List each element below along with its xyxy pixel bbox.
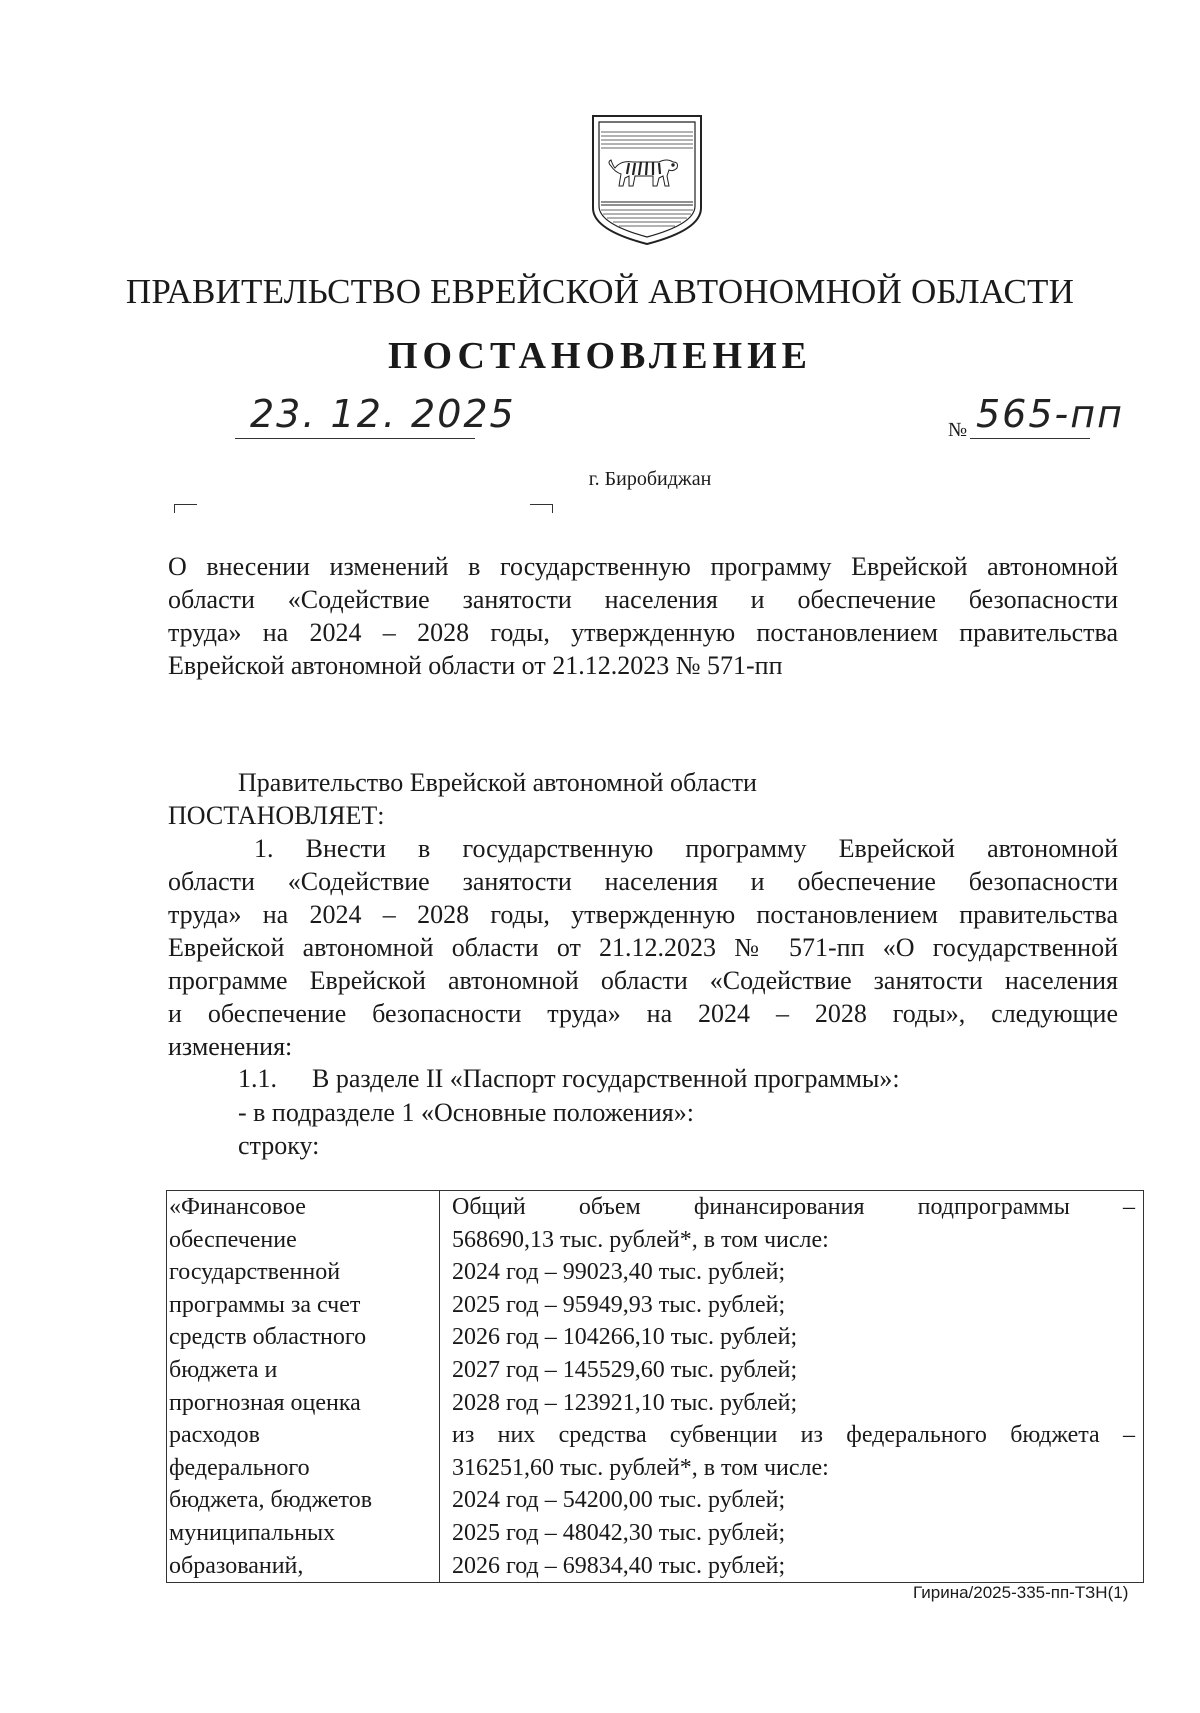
value-line: 568690,13 тыс. рублей*, в том числе: (452, 1226, 829, 1253)
value-line: Общий объем финансирования подпрограммы – (452, 1194, 1135, 1220)
label-line: средств областного (169, 1324, 367, 1351)
subsection-1-text: - в подразделе 1 «Основные положения»: (238, 1098, 694, 1127)
value-line: 2024 год – 99023,40 тыс. рублей; (452, 1259, 786, 1286)
item-1-paragraph (168, 832, 1118, 1063)
label-line: «Финансовое (169, 1194, 306, 1220)
value-line: 2028 год – 123921,10 тыс. рублей; (452, 1389, 798, 1416)
value-line: 2024 год – 54200,00 тыс. рублей; (452, 1487, 786, 1514)
subject-line: труда» на 2024 – 2028 годы, утвержденную постановлением правительства (168, 618, 1118, 647)
value-line: 2025 год – 48042,30 тыс. рублей; (452, 1519, 786, 1546)
item-1-line: труда» на 2024 – 2028 годы, утвержденную постановлением правительства (168, 900, 1118, 929)
subject-line: Еврейской автономной области от 21.12.2023 № 571-пп (168, 651, 783, 680)
item-1-line: области «Содействие занятости населения и обеспечение безопасности (168, 867, 1118, 896)
label-line: федерального (169, 1454, 310, 1481)
label-line: программы за счет (169, 1291, 361, 1318)
document-subject (168, 550, 1118, 682)
item-1-line: Еврейской автономной области от 21.12.2023 № 571-пп «О государственной (168, 933, 1118, 962)
label-line: муниципальных (169, 1519, 336, 1546)
coat-of-arms-emblem (589, 112, 705, 248)
label-line: бюджета, бюджетов (169, 1487, 373, 1514)
value-line: 2026 год – 104266,10 тыс. рублей; (452, 1324, 798, 1351)
decree-word: ПОСТАНОВЛЯЕТ: (168, 801, 385, 830)
city-name: г. Биробиджан (588, 468, 712, 490)
left-corner-mark (174, 504, 197, 513)
label-line: обеспечение (169, 1226, 297, 1253)
stroke-word: строку: (238, 1131, 320, 1160)
table-cell-label (167, 1191, 440, 1583)
item-1-line: и обеспечение безопасности труда» на 2024 – 2028 годы», следующие (168, 999, 1118, 1028)
value-line: 2027 год – 145529,60 тыс. рублей; (452, 1356, 798, 1383)
label-line: образований, (169, 1552, 304, 1579)
item-1-1-number: 1.1. (238, 1064, 277, 1093)
item-1-1-text: В разделе II «Паспорт государственной программы»: (312, 1064, 900, 1093)
document-type: ПОСТАНОВЛЕНИЕ (387, 335, 813, 377)
table-row (167, 1191, 1144, 1583)
subject-line: области «Содействие занятости населения и обеспечение безопасности (168, 585, 1118, 614)
handwritten-number: 565-пп (976, 392, 1124, 436)
label-line: бюджета и (169, 1356, 278, 1383)
label-line: расходов (169, 1422, 260, 1449)
value-line: из них средства субвенции из федерального бюджета – (452, 1422, 1135, 1449)
footer-reference: Гирина/2025-335-пп-ТЗН(1) (913, 1583, 1129, 1602)
right-corner-mark (530, 504, 553, 513)
value-line: 2026 год – 69834,40 тыс. рублей; (452, 1552, 786, 1579)
item-1-line: программе Еврейской автономной области «Содействие занятости населения (168, 966, 1118, 995)
handwritten-date: 23. 12. 2025 (250, 392, 516, 436)
table-cell-value (440, 1191, 1144, 1583)
label-line: государственной (169, 1259, 341, 1286)
value-line: 316251,60 тыс. рублей*, в том числе: (452, 1454, 829, 1481)
financing-table (166, 1190, 1144, 1583)
item-1-line: 1. Внести в государственную программу Еврейской автономной (254, 834, 1118, 863)
number-sign: № (948, 419, 968, 441)
label-line: прогнозная оценка (169, 1389, 361, 1416)
subject-line: О внесении изменений в государственную программу Еврейской автономной (168, 552, 1118, 581)
item-1-1 (238, 1062, 900, 1095)
government-title: ПРАВИТЕЛЬСТВО ЕВРЕЙСКОЙ АВТОНОМНОЙ ОБЛАСТИ (125, 272, 1075, 311)
value-line: 2025 год – 95949,93 тыс. рублей; (452, 1291, 786, 1318)
item-1-line: изменения: (168, 1032, 293, 1061)
intro-text: Правительство Еврейской автономной области (238, 768, 757, 797)
